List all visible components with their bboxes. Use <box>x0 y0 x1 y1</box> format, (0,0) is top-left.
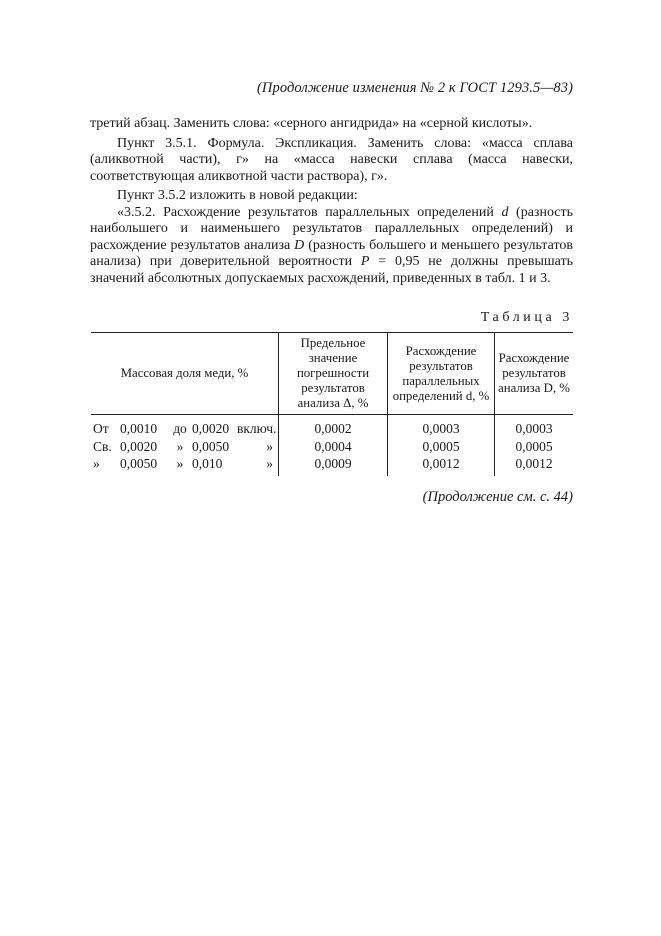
range-from: 0,0020 <box>120 438 158 454</box>
data-table <box>91 332 573 476</box>
header-error-limit: Предельное значение погрешности результатов анализа Δ, % <box>279 333 388 415</box>
page-header: (Продолжение изменения № 2 к ГОСТ 1293.5—83) <box>256 80 573 96</box>
header-analysis-discrepancy: Расхождение результатов анализа D, % <box>495 333 574 415</box>
d-cell: 0,0012 <box>388 455 495 476</box>
paragraph-2: Пункт 3.5.1. Формула. Экспликация. Заменить слова: «масса сплава (аликвотной части), г» на «масса навески сплава (масса навески, соответствующая аликвотной части раствора), г». <box>90 135 573 184</box>
paragraph-1: третий абзац. Заменить слова: «серного ангидрида» на «серной кислоты». <box>90 116 533 131</box>
d-cell: 0,0005 <box>388 438 495 456</box>
paragraph-4-part-a: «3.5.2. Расхождение результатов параллельных определений <box>117 204 502 220</box>
d-cell: 0,0003 <box>388 415 495 438</box>
D-cell: 0,0005 <box>495 438 574 456</box>
range-prefix: От <box>93 421 109 436</box>
table-caption: Таблица 3 <box>480 310 573 325</box>
range-suffix: » <box>266 456 273 471</box>
paragraph-3: Пункт 3.5.2 изложить в новой редакции: <box>117 188 358 203</box>
D-cell: 0,0003 <box>495 415 574 438</box>
paragraph-4-part-b: (разность наибольшего и наименьшего результатов параллельных определений) и расхождение результатов анализа <box>90 204 574 253</box>
header-copper-fraction: Массовая доля меди, % <box>91 333 279 415</box>
delta-cell: 0,0004 <box>279 438 388 456</box>
range-prefix: Св. <box>93 438 112 454</box>
symbol-D: D <box>294 237 305 253</box>
range-cell <box>91 415 279 438</box>
page-footer: (Продолжение см. с. 44) <box>422 489 573 505</box>
header-parallel-discrepancy: Расхождение результатов параллельных определений d, % <box>388 333 495 415</box>
table-header-row <box>91 333 573 415</box>
range-separator: до <box>173 421 187 436</box>
paragraph-4-part-c: (разность большего и меньшего результатов анализа) при доверительной вероятности <box>90 237 573 269</box>
range-separator: » <box>176 438 184 454</box>
delta-cell: 0,0002 <box>279 415 388 438</box>
range-from: 0,0010 <box>120 421 158 436</box>
table-row <box>91 438 573 456</box>
range-to: 0,0050 <box>192 438 230 454</box>
paragraph-4-part-e: = 0,95 не должны превышать значений абсолютных допускаемых расхождений, приведенных в табл. 1 и 3. <box>90 254 573 286</box>
range-separator: » <box>176 456 184 471</box>
paragraph-4 <box>90 205 573 288</box>
symbol-P: P <box>360 254 370 269</box>
range-suffix: » <box>266 438 273 454</box>
table-row <box>91 415 573 438</box>
D-cell: 0,0012 <box>495 455 574 476</box>
range-from: 0,0050 <box>120 456 158 471</box>
range-cell <box>91 438 279 456</box>
body-text <box>90 116 573 287</box>
range-cell <box>91 455 279 476</box>
symbol-d: d <box>501 204 509 220</box>
range-suffix: включ. <box>237 421 277 436</box>
range-to: 0,0020 <box>192 421 230 436</box>
table-row <box>91 455 573 476</box>
range-prefix: » <box>93 456 100 471</box>
delta-cell: 0,0009 <box>279 455 388 476</box>
range-to: 0,010 <box>192 456 223 471</box>
